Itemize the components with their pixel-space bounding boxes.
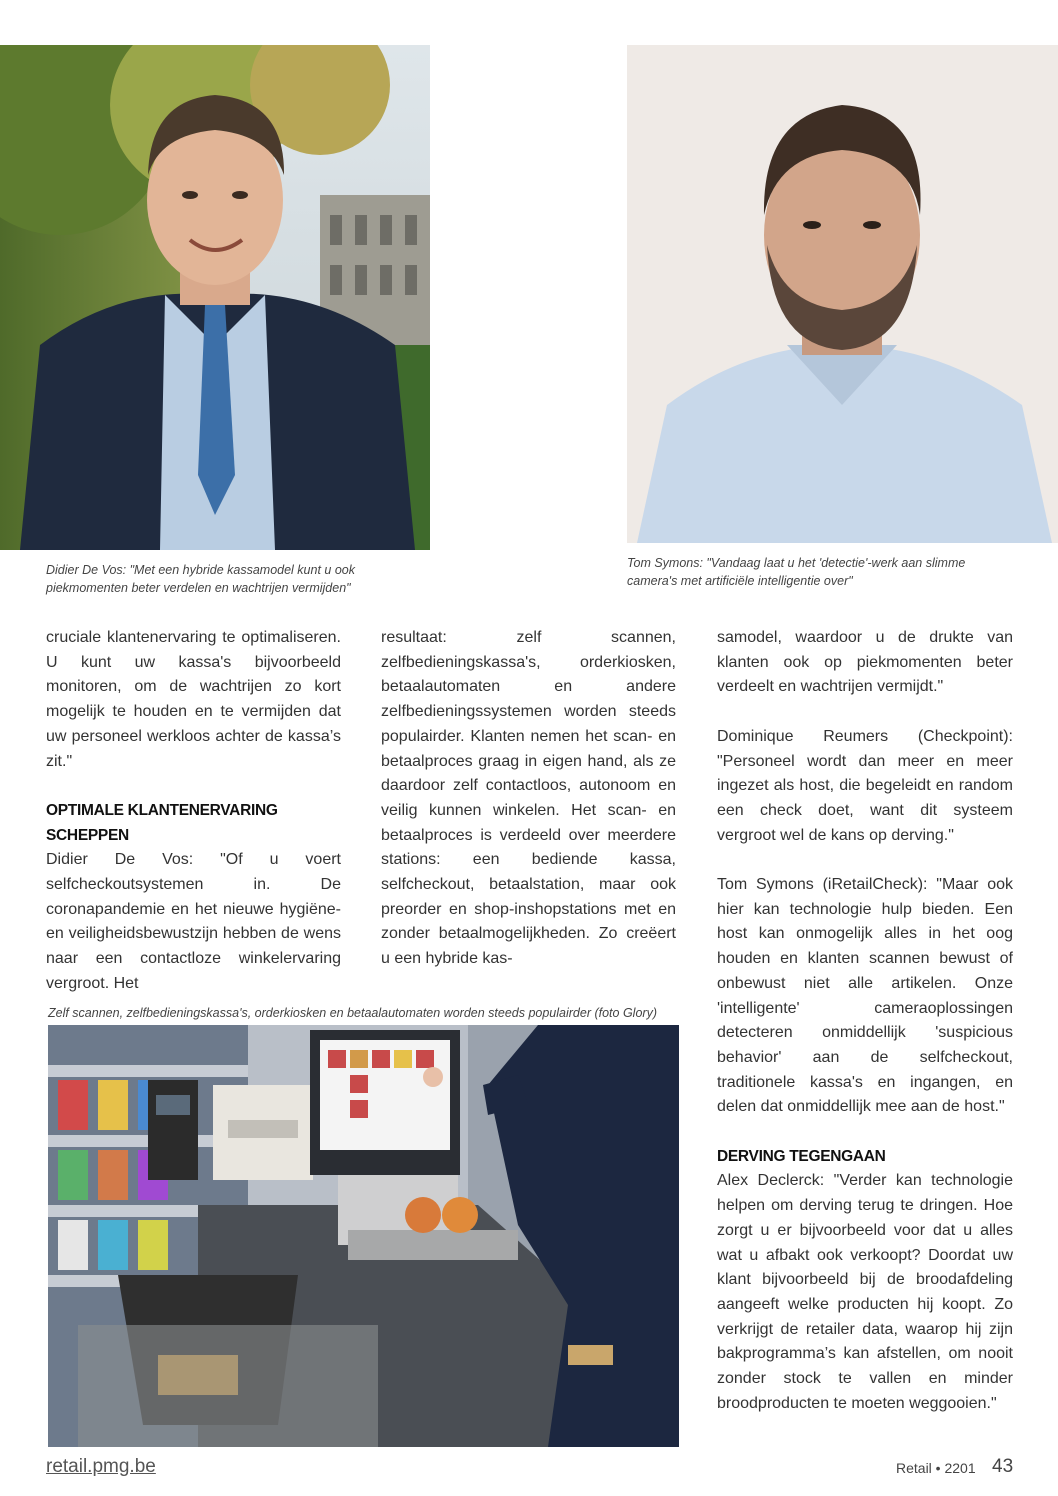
- paragraph: Tom Symons (iRetailCheck): "Maar ook hier kan technologie hulp bieden. Een host kan onmogelijk alles in het oog houden en klanten scannen bewust of onbewust niet alle artikelen. Onze 'intelligente' cameraoplossingen detecteren onmiddellijk 'suspicious behavior' aan de selfcheckout, traditionele kassa's en ingangen, en delen dat onmiddellijk mee aan de host.": [717, 876, 1013, 1116]
- section-heading: OPTIMALE KLANTENERVARING SCHEPPEN: [46, 801, 278, 844]
- caption-line: camera's met artificiële intelligentie over": [627, 574, 853, 588]
- paragraph: Didier De Vos: "Of u voert selfcheckoutsystemen in. De coronapandemie en het nieuwe hygiëne- en veiligheidsbewustzijn hebben de wens naar een contactloze winkelervaring vergroot. Het: [46, 851, 341, 992]
- caption-didier-de-vos: [46, 561, 355, 597]
- paragraph: cruciale klantenervaring te optimaliseren. U kunt uw kassa's bijvoorbeeld monitoren, om de wachtrijen zo kort mogelijk te houden en te vermijden dat uw personeel werkloos achter de kassa’s zit.": [46, 629, 341, 770]
- portrait-image: [627, 45, 1058, 543]
- article-column-1: [46, 626, 341, 997]
- footer-magazine-issue: Retail • 2201: [896, 1460, 976, 1476]
- footer-website-link[interactable]: retail.pmg.be: [46, 1456, 156, 1477]
- caption-line: Tom Symons: "Vandaag laat u het 'detectie'-werk aan slimme: [627, 556, 966, 570]
- caption-line: piekmomenten beter verdelen en wachtrijen vermijden": [46, 581, 351, 595]
- checkout-image: [48, 1025, 679, 1447]
- article-column-3: [717, 626, 1013, 1416]
- portrait-image: [0, 45, 430, 550]
- photo-self-checkout: [48, 1025, 679, 1447]
- paragraph: samodel, waardoor u de drukte van klanten ook op piekmomenten beter verdeelt en wachtrijen vermijdt.": [717, 629, 1013, 696]
- photo-tom-symons: [627, 45, 1058, 543]
- caption-tom-symons: [627, 554, 965, 590]
- paragraph: resultaat: zelf scannen, zelfbedieningskassa's, orderkiosken, betaalautomaten en andere zelfbedieningssystemen worden steeds populairder. Klanten nemen het scan- en betaalproces graag in eigen hand, als ze daardoor zelf contactloos, autonoom en veilig kunnen winkelen. Het scan- en betaalproces is verdeeld over meerdere stations: een bediende kassa, selfcheckout, betaalstation, maar ook preorder en shop-inshopstations met en zonder betaalmogelijkheden. Zo creëert u een hybride kas-: [381, 629, 676, 968]
- section-heading: DERVING TEGENGAAN: [717, 1147, 886, 1165]
- caption-line: Didier De Vos: "Met een hybride kassamodel kunt u ook: [46, 563, 355, 577]
- page-number: 43: [992, 1456, 1014, 1477]
- caption-kiosk: Zelf scannen, zelfbedieningskassa's, orderkiosken en betaalautomaten worden steeds populairder (foto Glory): [48, 1006, 657, 1020]
- paragraph: Alex Declerck: "Verder kan technologie helpen om derving terug te dringen. Hoe zorgt u er bijvoorbeeld voor dat u alles wat u afbakt ook verkoopt? Doordat uw klant bijvoorbeeld bij de broodafdeling aangeeft welke producten hij koopt. Zo verkrijgt de retailer data, waarop hij zijn bakprogramma’s kan afstellen, om nooit zonder stock te vallen en minder broodproducten te moeten weggooien.": [717, 1172, 1013, 1412]
- article-column-2: [381, 626, 676, 972]
- photo-didier-de-vos: [0, 45, 430, 550]
- paragraph: Dominique Reumers (Checkpoint): "Personeel wordt dan meer en meer ingezet als host, die begeleidt en random een check doet, want dit systeem vergroot wel de kans op derving.": [717, 727, 1013, 844]
